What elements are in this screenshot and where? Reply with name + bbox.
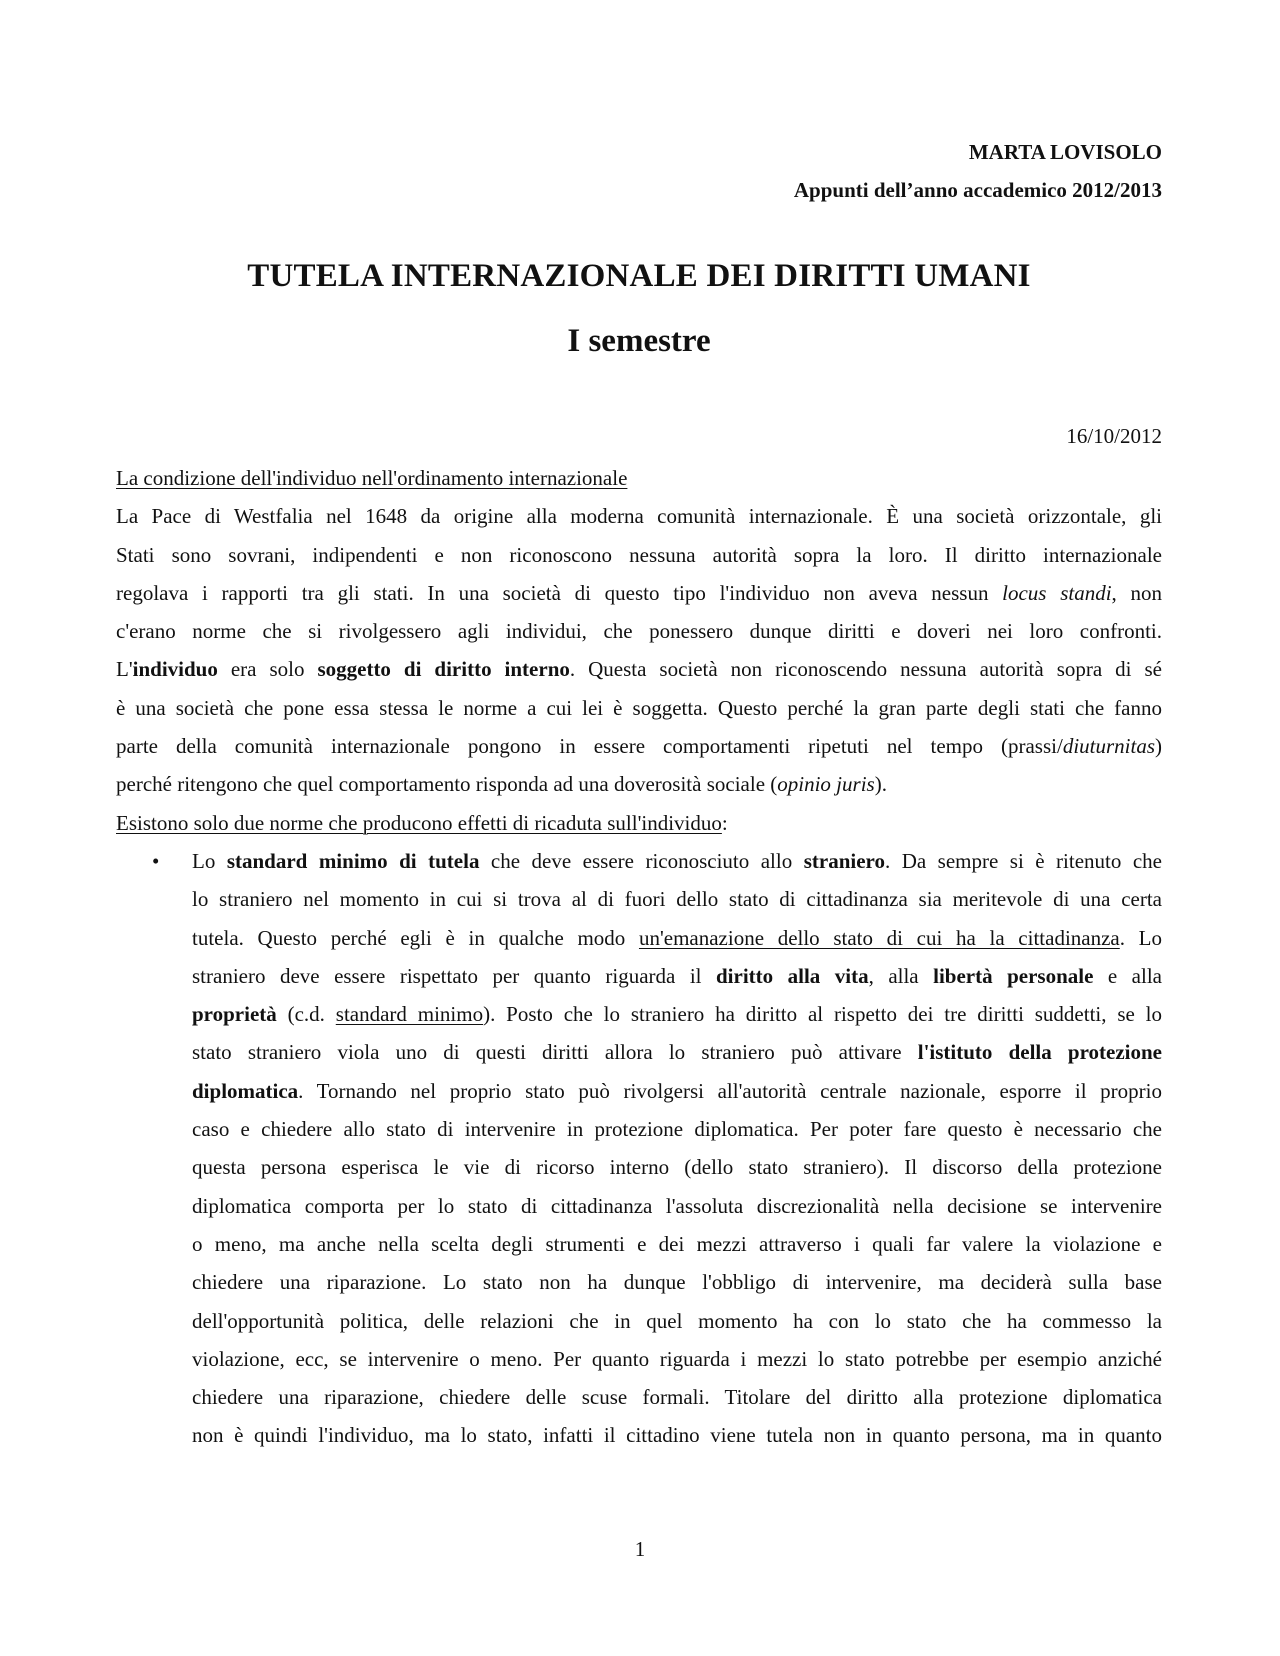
underlined-text: standard minimo [335,1002,484,1027]
paragraph-line [192,842,1162,880]
bold-term: proprietà [192,1002,277,1027]
text-run: . Tornando nel proprio stato può rivolgersi all'autorità centrale nazionale, esporre il proprio [298,1078,1162,1103]
paragraph-line: diplomatica comporta per lo stato di cittadinanza l'assoluta discrezionalità nella decisione se intervenire [192,1193,1162,1218]
italic-term: diuturnitas [1062,734,1155,759]
document-subtitle: Appunti dell’anno accademico 2012/2013 [793,178,1162,202]
text-run: straniero deve essere rispettato per quanto riguarda il [192,963,716,988]
paragraph-line: non è quindi l'individuo, ma lo stato, infatti il cittadino viene tutela non in quanto persona, ma in quanto [192,1423,1162,1448]
text-run: , non [1111,580,1162,605]
text-run: era solo [217,657,318,682]
text-run: ). [874,772,887,797]
bold-term: individuo [132,657,218,682]
author-name: MARTA LOVISOLO [968,140,1162,164]
document-body [116,459,1162,1455]
text-run: Lo [192,848,227,873]
text-run: tutela. Questo perché egli è in qualche modo [192,925,639,950]
paragraph-line [116,650,1162,688]
paragraph-line: dell'opportunità politica, delle relazioni che in quel momento ha con lo stato che ha commesso la [192,1308,1162,1333]
text-run: L' [116,657,133,682]
text-run: ) [1155,734,1162,759]
text-run: ). Posto che lo straniero ha diritto al rispetto dei tre diritti suddetti, se lo [483,1002,1162,1027]
bold-term: standard minimo di tutela [226,848,480,873]
paragraph-line: è una società che pone essa stessa le norme a cui lei è soggetta. Questo perché la gran parte degli stati che fanno [116,695,1162,720]
page-number: 1 [634,1537,646,1561]
lecture-date: 16/10/2012 [1066,424,1162,448]
paragraph-1 [116,497,1162,803]
bold-term: l'istituto della protezione [917,1040,1162,1065]
list-item-text [192,842,1162,1455]
paragraph-line [192,1072,1162,1110]
bold-term: libertà personale [933,963,1094,988]
paragraph-line [192,919,1162,957]
paragraph-line [192,995,1162,1033]
underlined-text: un'emanazione dello stato di cui ha la cittadinanza [638,925,1120,950]
bullet-icon: • [152,848,160,873]
section-heading-text: La condizione dell'individuo nell'ordinamento internazionale [116,466,628,490]
text-run: . Lo [1119,925,1163,950]
paragraph-line: lo straniero nel momento in cui si trova al di fuori dello stato di cittadinanza sia meritevole di una certa [192,887,1162,912]
text-run: . Da sempre si è ritenuto che [884,848,1162,873]
text-run: : [721,810,728,835]
paragraph-line [192,957,1162,995]
paragraph-line: chiedere una riparazione. Lo stato non ha dunque l'obbligo di intervenire, ma deciderà sulla base [192,1270,1162,1295]
underlined-text: Esistono solo due norme che producono effetti di ricaduta sull'individuo [116,810,722,835]
text-run: (c.d. [276,1002,336,1027]
paragraph-2 [116,804,1162,842]
paragraph-line: violazione, ecc, se intervenire o meno. Per quanto riguarda i mezzi lo stato potrebbe per esempio anziché [192,1346,1162,1371]
section-heading [116,459,1162,497]
text-run: perché ritengono che quel comportamento risponda ad una doverosità sociale ( [116,772,778,797]
text-run: parte della comunità internazionale pongono in essere comportamenti ripetuti nel tempo (prassi/ [116,734,1063,759]
bold-term: straniero [803,848,885,873]
document-title: TUTELA INTERNAZIONALE DEI DIRITTI UMANI [247,258,1031,294]
paragraph-line: caso e chiedere allo stato di intervenire in protezione diplomatica. Per poter fare questo è necessario che [192,1117,1162,1142]
bold-term: soggetto di diritto interno [317,657,570,682]
paragraph-line: La Pace di Westfalia nel 1648 da origine alla moderna comunità internazionale. È una società orizzontale, gli [116,504,1162,529]
bold-term: diplomatica [192,1078,299,1103]
italic-term: opinio juris [777,772,875,797]
paragraph-line: chiedere una riparazione, chiedere delle scuse formali. Titolare del diritto alla protezione diplomatica [192,1385,1162,1410]
paragraph-line [192,1033,1162,1071]
list-item [116,842,1162,1455]
paragraph-line: questa persona esperisca le vie di ricorso interno (dello stato straniero). Il discorso della protezione [192,1155,1162,1180]
text-run: e alla [1093,963,1162,988]
paragraph-line [116,727,1162,765]
paragraph-line: Stati sono sovrani, indipendenti e non riconoscono nessuna autorità sopra la loro. Il diritto internazionale [116,542,1162,567]
paragraph-line [116,574,1162,612]
text-run: che deve essere riconosciuto allo [479,848,804,873]
italic-term: locus standi [1002,580,1112,605]
paragraph-line: c'erano norme che si rivolgessero agli individui, che ponessero dunque diritti e doveri nei loro confronti. [116,619,1162,644]
text-run: stato straniero viola uno di questi diritti allora lo straniero può attivare [192,1040,918,1065]
semester-heading: I semestre [567,323,711,359]
text-run: . Questa società non riconoscendo nessuna autorità sopra di sé [569,657,1162,682]
paragraph-line [116,765,1162,803]
paragraph-line: o meno, ma anche nella scelta degli strumenti e dei mezzi attraverso i quali far valere la violazione e [192,1231,1162,1256]
text-run: regolava i rapporti tra gli stati. In una società di questo tipo l'individuo non aveva nessun [116,580,1003,605]
bold-term: diritto alla vita [715,963,869,988]
text-run: , alla [868,963,934,988]
